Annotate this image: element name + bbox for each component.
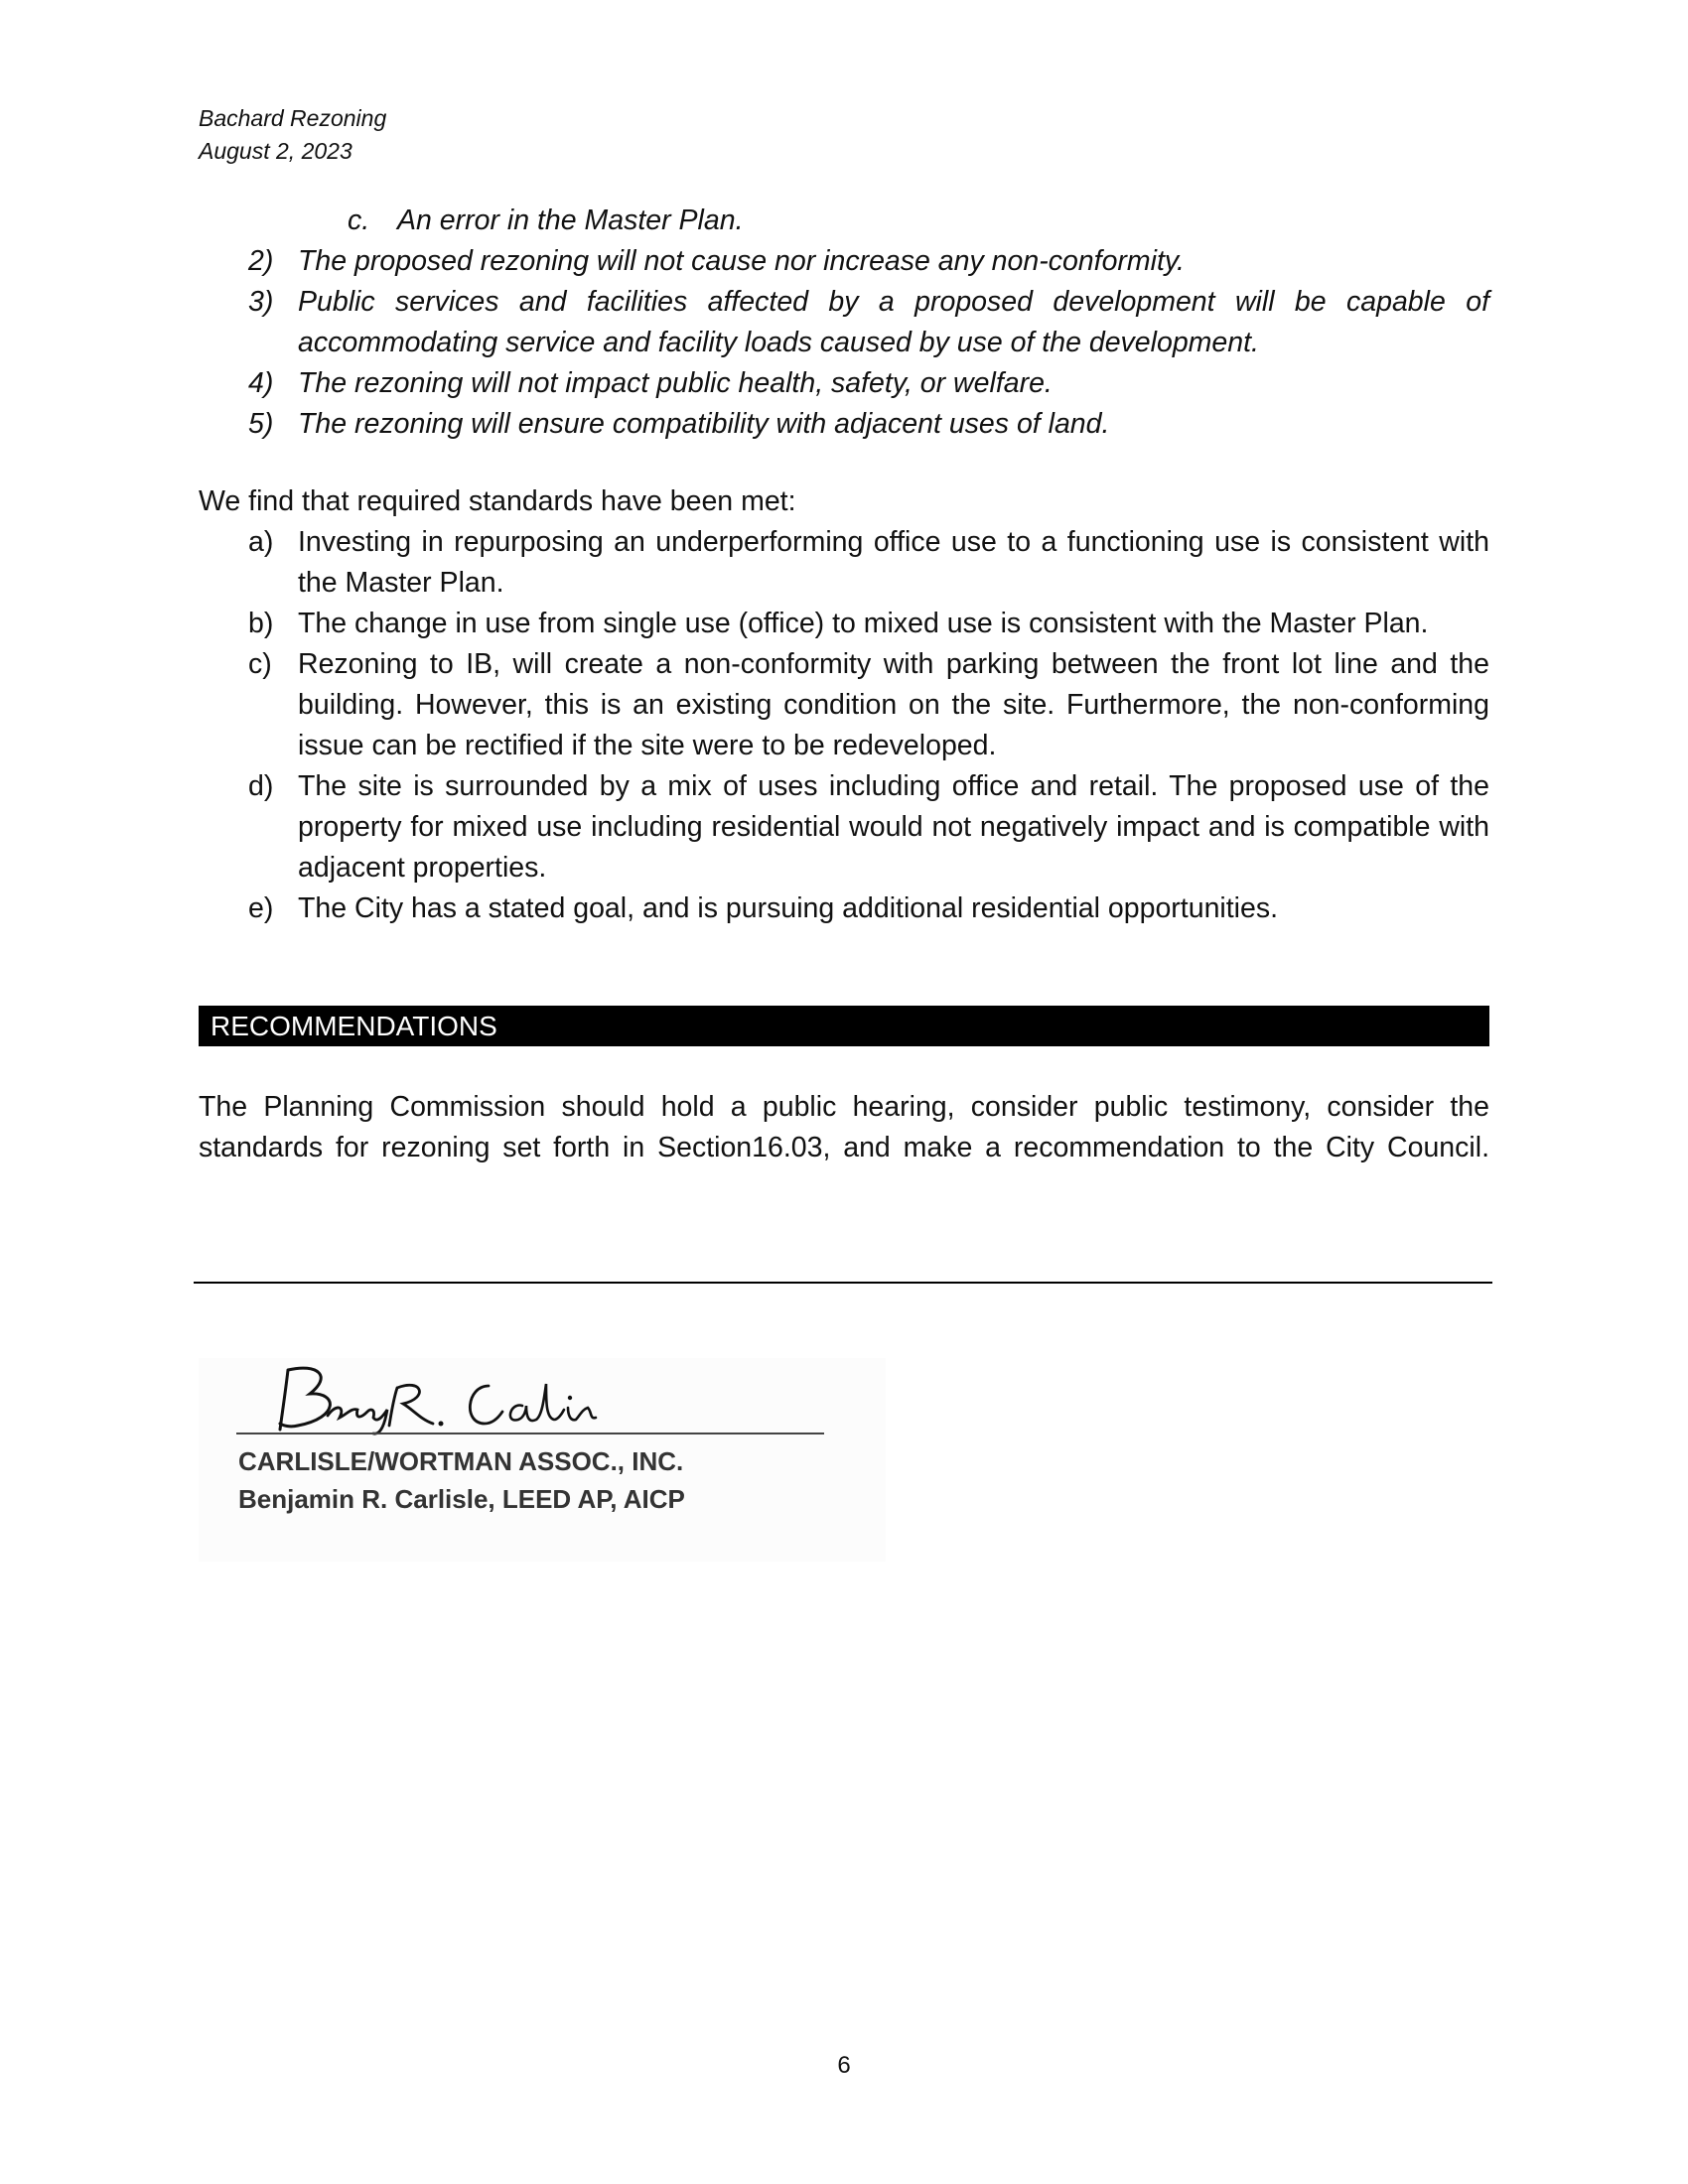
document-date: August 2, 2023 [199,138,352,164]
signature-block [199,1358,886,1562]
finding-item [199,888,1489,929]
rezoning-standards-list [199,201,1489,445]
findings-intro: We find that required standards have been met: [199,485,796,517]
standard-item-text: The proposed rezoning will not cause nor increase any non-conformity. [298,245,1185,277]
finding-item [199,604,1489,644]
page-number: 6 [837,2052,851,2079]
finding-item-text: Investing in repurposing an underperforming office use to a functioning use is consistent with the Master Plan. [298,526,1489,599]
finding-item-marker: d) [248,770,274,802]
standard-item-text: The rezoning will not impact public health, safety, or welfare. [298,367,1053,399]
finding-item-text: The site is surrounded by a mix of uses including office and retail. The proposed use of the property for mixed use including residential would not negatively impact and is compatible with adjacent properties. [298,770,1489,884]
finding-item [199,644,1489,766]
signature-name: Benjamin R. Carlisle, LEED AP, AICP [238,1484,685,1514]
finding-item-marker: b) [248,608,274,639]
document-title: Bachard Rezoning [199,105,387,131]
finding-item-text: The change in use from single use (office) to mixed use is consistent with the Master Plan. [298,608,1429,639]
finding-item-marker: e) [248,892,274,924]
standard-item-marker: 5) [248,408,274,440]
standard-item [199,363,1489,404]
recommendations-text: The Planning Commission should hold a public hearing, consider public testimony, consider the standards for rezoning set forth in Section16.03, and make a recommendation to the City Council. [199,1091,1489,1163]
finding-item [199,766,1489,888]
signature-company: CARLISLE/WORTMAN ASSOC., INC. [238,1446,684,1476]
finding-item [199,522,1489,604]
standard-item-marker: 3) [248,286,274,318]
finding-item-text: Rezoning to IB, will create a non-conformity with parking between the front lot line and the building. However, this is an existing condition on the site. Furthermore, the non-conforming issue can be rectified if the site were to be redeveloped. [298,648,1489,761]
standard-sub-item [199,201,1489,241]
standard-item-marker: 4) [248,367,274,399]
finding-item-marker: a) [248,526,274,558]
standard-item-text: The rezoning will ensure compatibility with adjacent uses of land. [298,408,1110,440]
finding-item-text: The City has a stated goal, and is pursuing additional residential opportunities. [298,892,1279,924]
horizontal-divider [194,1282,1492,1284]
sub-item-marker: c. [348,205,370,236]
finding-item-marker: c) [248,648,272,680]
standard-item-text: Public services and facilities affected by a proposed development will be capable of accommodating service and facility loads caused by use of the development. [298,286,1489,358]
standard-item [199,404,1489,445]
recommendations-heading: RECOMMENDATIONS [199,1006,1489,1046]
document-header [199,102,386,168]
handwritten-signature [228,1358,824,1437]
signature-line [236,1433,824,1434]
sub-item-text: An error in the Master Plan. [397,205,744,236]
standard-item-marker: 2) [248,245,274,277]
standard-item [199,241,1489,282]
standard-item [199,282,1489,363]
findings-section [199,481,1489,929]
